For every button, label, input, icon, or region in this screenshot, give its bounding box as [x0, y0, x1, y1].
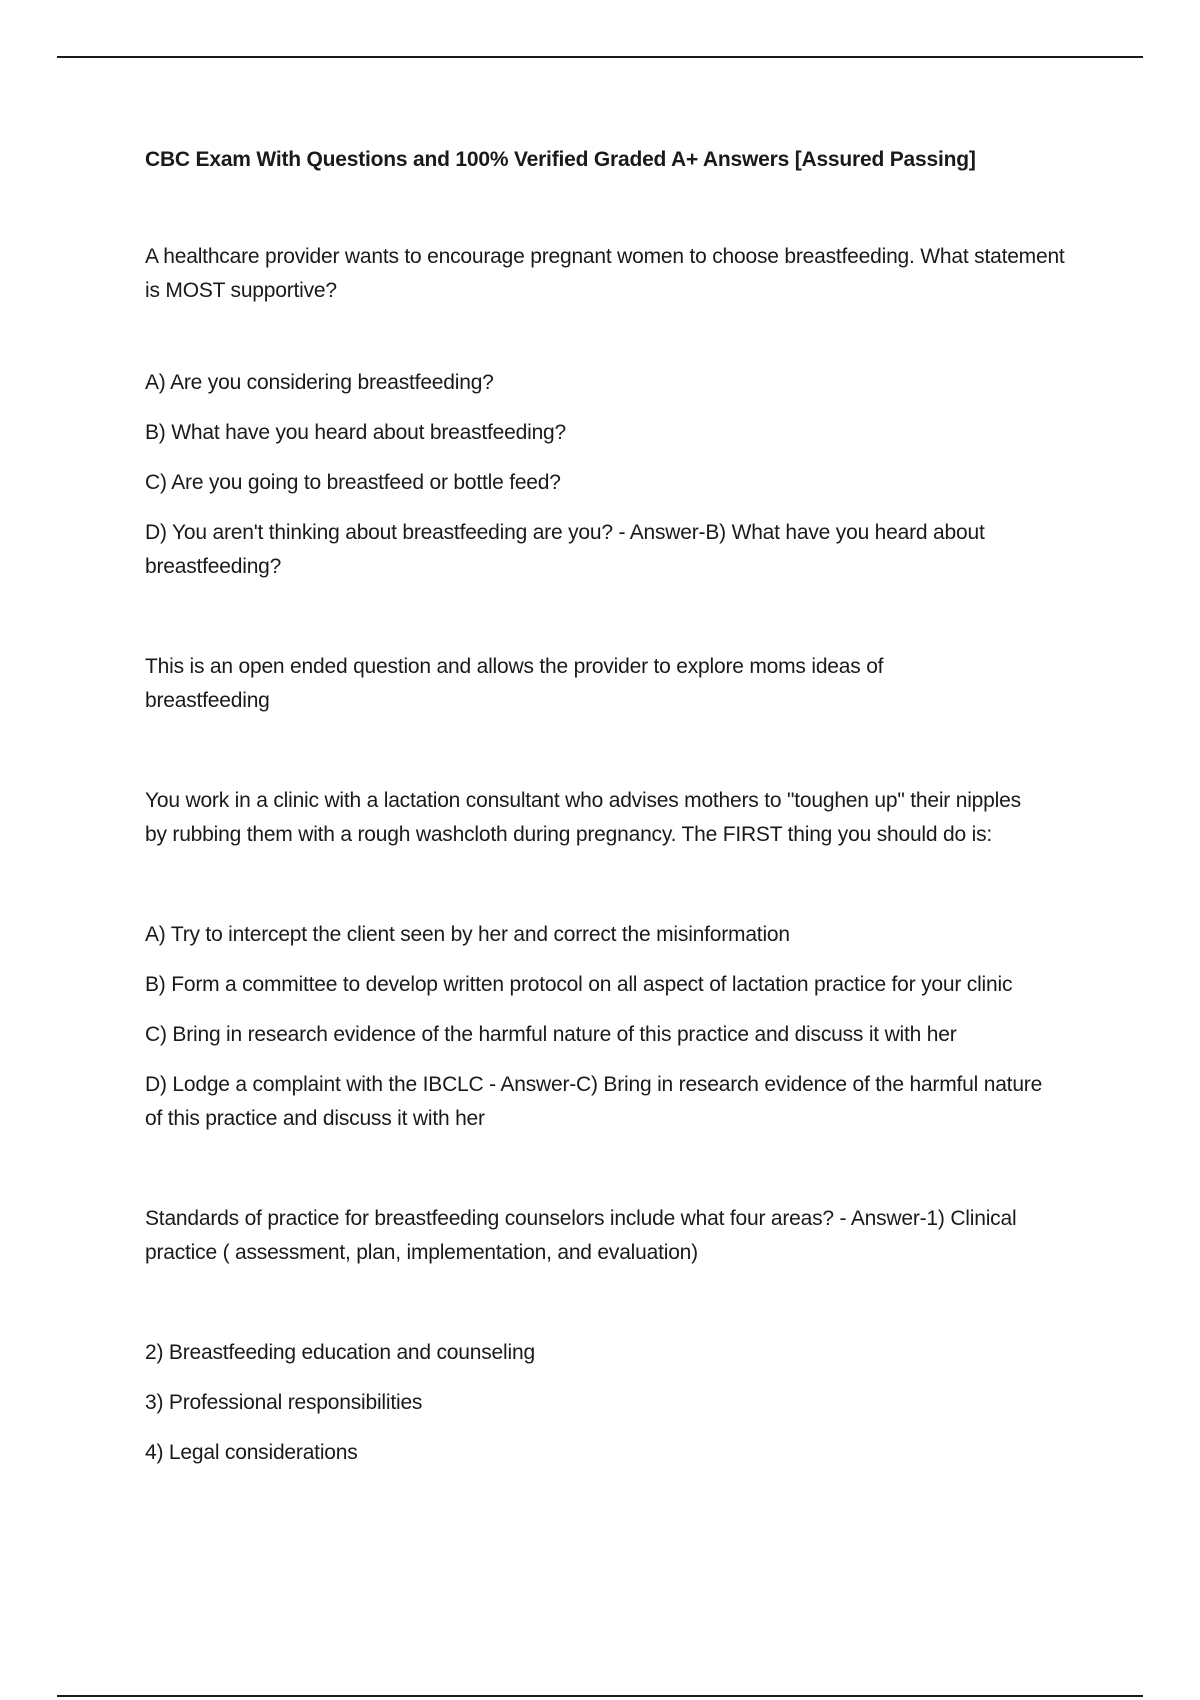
bottom-rule — [57, 1695, 1143, 1697]
document-body — [145, 145, 1065, 1470]
q1-option-b: B) What have you heard about breastfeeding? — [145, 421, 567, 444]
q3-item-4: 4) Legal considerations — [145, 1441, 358, 1464]
question-1: A healthcare provider wants to encourage pregnant women to choose breastfeeding. What statement is MOST supportive? — [145, 245, 1065, 302]
q1-option-c: C) Are you going to breastfeed or bottle feed? — [145, 471, 561, 494]
q1-option-a: A) Are you considering breastfeeding? — [145, 371, 494, 394]
q1-explanation: This is an open ended question and allows the provider to explore moms ideas of breastfeeding — [145, 655, 884, 712]
q3-item-2: 2) Breastfeeding education and counseling — [145, 1341, 535, 1364]
question-2: You work in a clinic with a lactation consultant who advises mothers to "toughen up" their nipples by rubbing them with a rough washcloth during pregnancy. The FIRST thing you should do is: — [145, 789, 1021, 846]
q3-item-3: 3) Professional responsibilities — [145, 1391, 423, 1414]
q2-option-d-answer: D) Lodge a complaint with the IBCLC - Answer-C) Bring in research evidence of the harmful nature of this practice and discuss it with her — [145, 1073, 1043, 1130]
top-rule — [57, 56, 1143, 58]
q2-option-c: C) Bring in research evidence of the harmful nature of this practice and discuss it with her — [145, 1023, 957, 1046]
q1-option-d-answer: D) You aren't thinking about breastfeeding are you? - Answer-B) What have you heard about breastfeeding? — [145, 521, 985, 578]
question-3: Standards of practice for breastfeeding counselors include what four areas? - Answer-1) Clinical practice ( assessment, plan, implementation, and evaluation) — [145, 1207, 1017, 1264]
q2-option-a: A) Try to intercept the client seen by her and correct the misinformation — [145, 923, 790, 946]
q2-option-b: B) Form a committee to develop written protocol on all aspect of lactation practice for your clinic — [145, 973, 1013, 996]
document-title: CBC Exam With Questions and 100% Verified Graded A+ Answers [Assured Passing] — [145, 148, 976, 171]
